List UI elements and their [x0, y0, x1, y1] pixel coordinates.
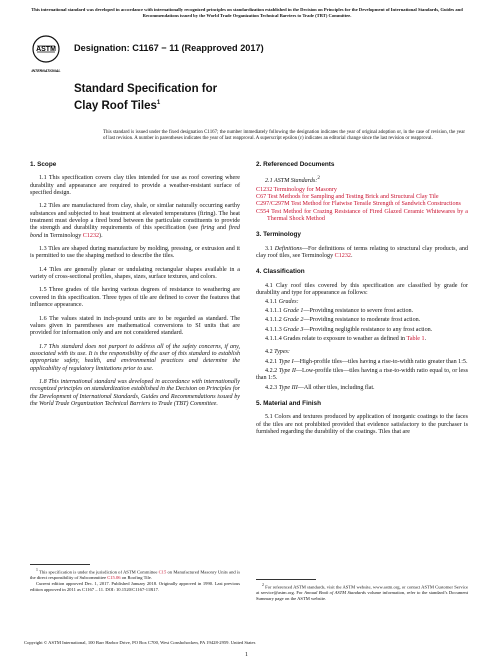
svg-text:INTERNATIONAL: INTERNATIONAL — [31, 69, 61, 73]
svg-text:ASTM: ASTM — [36, 46, 56, 53]
paragraph-1-4: 1.4 Tiles are generally planar or undulating rectangular shapes available in a variety of cross-sectional profiles, shapes, sizes, surface textures, and colors. — [30, 266, 240, 281]
paragraph-1-5: 1.5 Three grades of tile having various degrees of resistance to weathering are covered in this specification. Three types of tile are defined to cover the features that influence appearance. — [30, 287, 240, 309]
paragraph-1-2: 1.2 Tiles are manufactured from clay, shale, or similar naturally occurring earthy substances and subjected to heat treatment at elevated temperatures (firing). The heat treatment must develop a fired bond between the particulate constituents to provide the strength and durability requirements of this specification (see firing and fired bond in Terminology C1232). — [30, 203, 240, 239]
section-heading-referenced-documents: 2. Referenced Documents — [256, 161, 335, 168]
paragraph-1-7: 1.7 This standard does not purport to address all of the safety concerns, if any, associated with its use. It is the responsibility of the user of this standard to establish appropriate safety, health, and environmental practices and determine the applicability of regulatory limitations prior to use. — [30, 343, 240, 372]
section-heading-scope: 1. Scope — [30, 161, 57, 168]
issuance-note: This standard is issued under the fixed designation C1167; the number immediately following the designation indicates the year of original adoption or, in the case of revision, the year of last revision. A number in parentheses indicates the year of last reapproval. A superscript epsilon (ε) indicates an editorial change since the last revision or reapproval. — [103, 130, 465, 142]
page-number: 1 — [245, 652, 248, 658]
paragraph-4-2-3: 4.2.3 Type III—All other tiles, including flat. — [265, 384, 375, 391]
paragraph-4-2-1: 4.2.1 Type I—High-profile tiles—tiles having a rise-to-width ratio greater than 1:5. — [265, 358, 468, 365]
paragraph-5-1: 5.1 Colors and textures produced by application of inorganic coatings to the faces of the tiles are not prohibited provided that evidence satisfactory to the purchaser is furnished regarding the durability of the coatings. Tiles that are — [256, 414, 468, 435]
link-c297[interactable]: C297/C297M — [256, 201, 290, 208]
paragraph-4-1-1-2: 4.1.1.2 Grade 2—Providing resistance to moderate frost action. — [265, 317, 421, 324]
footnote-2: $^2$ For referenced ASTM standards, visit the ASTM website, www.astm.org, or contact ASTM Customer Service at service@astm.org. For Annual Book of ASTM Standards volume information, refer to the standard’s Document Summary page on the ASTM website. — [256, 583, 468, 601]
paragraph-1-6: 1.6 The values stated in inch-pound units are to be regarded as standard. The values given in parentheses are mathematical conversions to SI units that are provided for information only and are not considered standard. — [30, 315, 240, 337]
paragraph-4-1-1: 4.1.1 Grades: — [265, 298, 299, 305]
paragraph-4-1-1-4: 4.1.1.4 Grades relate to exposure to weather as defined in Table 1. — [265, 335, 427, 342]
title-line-2: Clay Roof Tiles$^1$ — [74, 99, 161, 112]
link-c1232[interactable]: C1232 — [334, 253, 351, 260]
paragraph-4-2: 4.2 Types: — [265, 349, 290, 356]
section-heading-classification: 4. Classification — [256, 268, 305, 276]
reference-item: C297/C297M Test Method for Flatwise Tensile Strength of Sandwich Constructions — [256, 201, 461, 208]
section-heading-material-finish: 5. Material and Finish — [256, 399, 321, 407]
link-table-1[interactable]: Table 1 — [406, 335, 425, 342]
paragraph-1-3: 1.3 Tiles are shaped during manufacture by molding, pressing, or extrusion and it is permitted to use the shaping method to describe the tiles. — [30, 246, 240, 260]
designation: Designation: C1167 − 11 (Reapproved 2017) — [74, 43, 264, 53]
paragraph-4-1: 4.1 Clay roof tiles covered by this specification are classified by grade for durability and type for appearance as follows: — [256, 282, 468, 297]
copyright-notice: Copyright © ASTM International, 100 Barr Harbor Drive, PO Box C700, West Conshohocken, PA 19428-2959. United States — [24, 640, 256, 645]
reference-item: C554 Test Method for Crazing Resistance of Fired Glazed Ceramic Whitewares by a Thermal Shock Method — [256, 208, 468, 223]
paragraph-4-1-1-1: 4.1.1.1 Grade 1—Providing resistance to severe frost action. — [265, 307, 414, 314]
tbt-notice: This international standard was developed in accordance with internationally recognized principles on standardization established in the Decision on Principles for the Development of International Standards, Guides and Recommendations issued by the World Trade Organization Technical Barriers to Trade (TBT) Committee. — [31, 7, 463, 18]
link-c554[interactable]: C554 — [256, 208, 270, 215]
paragraph-1-1: 1.1 This specification covers clay tiles intended for use as roof covering where durability and appearance are required to provide a weather-resistant surface of specified design. — [30, 175, 240, 197]
title-line-1: Standard Specification for — [74, 83, 218, 95]
reference-item: C67 Test Methods for Sampling and Testing Brick and Structural Clay Tile — [256, 194, 439, 201]
paragraph-1-8: 1.8 This international standard was developed in accordance with internationally recognized principles on standardization established in the Decision on Principles for the Development of International Standards, Guides and Recommendations issued by the World Trade Organization Technical Barriers to Trade (TBT) Committee. — [30, 378, 240, 407]
astm-standards-label: 2.1 ASTM Standards:$^2$ — [265, 175, 320, 185]
link-c15[interactable]: C15 — [158, 569, 167, 575]
paragraph-3-1: 3.1 Definitions—For definitions of terms relating to structural clay products, and clay roof tiles, see Terminology C1232. — [256, 245, 468, 260]
astm-logo — [30, 34, 62, 76]
link-c1232[interactable]: C1232 — [256, 186, 273, 193]
paragraph-4-2-2: 4.2.2 Type II—Low-profile tiles—tiles having a rise-to-width ratio equal to, or less than 1:5. — [256, 367, 468, 382]
link-c67[interactable]: C67 — [256, 194, 267, 201]
footnote-1: $^1$ This specification is under the jurisdiction of ASTM Committee C15 on Manufactured Masonry Units and is the direct responsibility of Subcommittee C15.06 on Roofing Tile. Current edition approved Dec. 1, 2017. Published January 2018. Originally approved in 1990. Last previous edition approved in 2011 as C1167 – 11. DOI: 10.1520/C1167-11R17. — [30, 568, 240, 592]
reference-item: C1232 Terminology for Masonry — [256, 186, 337, 193]
right-column — [256, 161, 468, 442]
paragraph-4-1-1-3: 4.1.1.3 Grade 3—Providing negligible resistance to any frost action. — [265, 326, 433, 333]
reference-list — [256, 187, 468, 224]
footnote-rule-left — [30, 564, 90, 565]
footnote-rule-right — [256, 579, 316, 580]
link-c1232[interactable]: C1232 — [82, 232, 100, 239]
link-c15-06[interactable]: C15.06 — [107, 575, 121, 581]
section-heading-terminology: 3. Terminology — [256, 231, 301, 239]
left-column — [30, 161, 240, 414]
document-title — [74, 82, 217, 113]
